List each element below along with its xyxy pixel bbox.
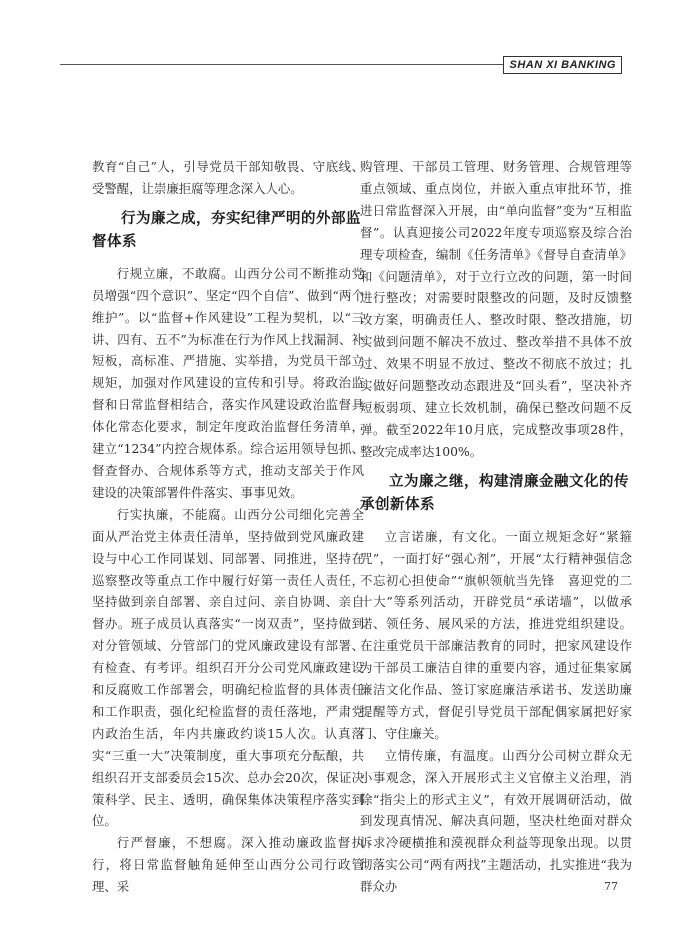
paragraph-supervision: 行严督廉，不想腐。深入推动廉政监督执行，将日常监督触角延伸至山西分公司行政管理、采 — [92, 835, 364, 895]
paragraph-continued: 教育“自己”人，引导党员干部知敬畏、守底线、受警醒，让崇廉拒腐等理念深入人心。 — [92, 159, 364, 196]
journal-header-label: SHAN XI BANKING — [503, 56, 622, 74]
left-column — [92, 156, 364, 898]
page-number: 77 — [604, 880, 618, 893]
section-heading-culture: 立为廉之继，构建清廉金融文化的传承创新体系 — [360, 473, 629, 513]
paragraph-rules: 行规立廉，不敢腐。山西分公司不断推动党员增强“四个意识”、坚定“四个自信”、做到“两个维护”。以“监督+作风建设”工程为契机，以“三讲、四有、五不”为标准在行为作风上找漏洞、补短板，高标准、严措施、实举措，为党员干部立规矩，加强对作风建设的宣传和引导。将政治监督和日常监督相结合，落实作风建设政治监督具体化常态化要求，制定年度政治监督任务清单，建立“1234”内控合规体系。综合运用领导包抓、督查督办、合规体系等方式，推动支部关于作风建设的决策部署件件落实、事事见效。 — [92, 265, 364, 500]
right-column — [360, 156, 632, 898]
paragraph-warmth: 立情传廉，有温度。山西分公司树立群众无小事观念，深入开展形式主义官僚主义治理，消除“指尖上的形式主义”，有效开展调研活动，做到发现真情况、解决真问题，坚决杜绝面对群众诉求冷硬横推和漠视群众利益等现象出现。以贯彻落实公司“两有两找”主题活动，扎实推进“我为群众办 — [360, 747, 632, 895]
paragraph-culture: 立言诺廉，有文化。一面立规矩念好“紧箍咒”，一面打好“强心剂”，开展“太行精神强信念 不忘初心担使命”“旗帜领航当先锋 喜迎党的二十大”等系列活动，开辟党员“承诺墙”，以做承诺、领任务、展风采的方法，推进党组织建设。在注重党员干部廉洁教育的同时，把家风建设作为干部员工廉洁自律的重要内容，通过征集家属廉洁文化作品、签订家庭廉洁承诺书、发送助廉提醒等方式，督促引导党员干部配偶家属把好家门、守住廉关。 — [360, 528, 632, 741]
paragraph-continued-right: 购管理、干部员工管理、财务管理、合规管理等重点领域、重点岗位，并嵌入重点审批环节，推进日常监督深入开展，由“单向监督”变为“互相监督”。认真迎接公司2022年度专项巡察及综合治理专项检查，编制《任务清单》《督导自查清单》和《问题清单》，对于立行立改的问题，第一时间进行整改；对需要时限整改的问题，及时反馈整改方案，明确责任人、整改时限、整改措施，切实做到问题不解决不放过、整改举措不具体不放过、效果不明显不放过、整改不彻底不放过；扎实做好问题整改动态跟进及“回头看”，坚决补齐短板弱项、建立长效机制，确保已整改问题不反弹。截至2022年10月底，完成整改事项28件，整改完成率达100%。 — [360, 159, 632, 459]
paragraph-execution: 行实执廉，不能腐。山西分公司细化完善全面从严治党主体责任清单，坚持做到党风廉政建设与中心工作同谋划、同部署、同推进，坚持在巡察整改等重点工作中履行好第一责任人责任，坚持做到亲自部署、亲自过问、亲自协调、亲自督办。班子成员认真落实“一岗双责”，坚持做到对分管领域、分管部门的党风廉政建设有部署、有检查、有考评。组织召开分公司党风廉政建设和反腐败工作部署会，明确纪检监督的具体责任和工作职责，强化纪检监督的责任落地，严肃党内政治生活，年内共廉政约谈15人次。认真落实“三重一大”决策制度，重大事项充分酝酿，共组织召开支部委员会15次、总办会20次，保证决策科学、民主、透明，确保集体决策程序落实到位。 — [92, 506, 364, 829]
section-heading-discipline: 行为廉之成，夯实纪律严明的外部监督体系 — [92, 210, 361, 250]
